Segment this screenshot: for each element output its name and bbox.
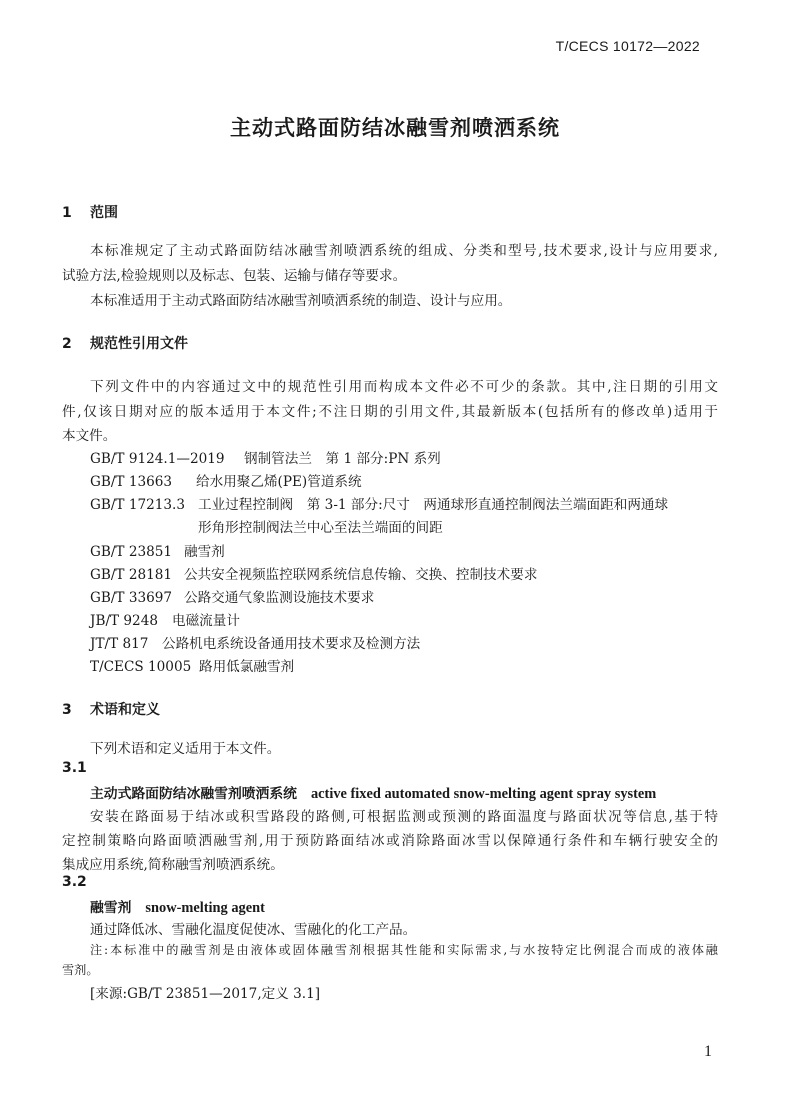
section-number: 2 (62, 336, 72, 352)
scope-paragraph: 本标准适用于主动式路面防结冰融雪剂喷洒系统的制造、设计与应用。 (90, 293, 512, 309)
term-chinese: 主动式路面防结冰融雪剂喷洒系统 (90, 786, 297, 802)
term-definition-line: 安装在路面易于结冰或积雪路段的路侧,可根据监测或预测的路面温度与路面状况等信息,基于特 (90, 809, 718, 825)
reference-title: 钢制管法兰 第 1 部分:PN 系列 (244, 451, 441, 467)
reference-code: JT/T 817 (90, 636, 149, 652)
reference-code: T/CECS 10005 (90, 659, 192, 675)
reference-code: GB/T 13663 (90, 474, 173, 490)
reference-code: GB/T 33697 (90, 590, 173, 606)
reference-title: 给水用聚乙烯(PE)管道系统 (196, 474, 362, 490)
reference-title: 电磁流量计 (172, 613, 240, 629)
term-entry (90, 782, 656, 803)
reference-item (90, 447, 441, 467)
reference-code: GB/T 28181 (90, 567, 173, 583)
reference-item (90, 586, 374, 606)
scope-paragraph-line: 本标准规定了主动式路面防结冰融雪剂喷洒系统的组成、分类和型号,技术要求,设计与应用要求, (90, 243, 718, 259)
section-title: 范围 (90, 205, 118, 221)
reference-code: GB/T 23851 (90, 544, 173, 560)
reference-item (90, 540, 225, 560)
reference-item (90, 655, 294, 675)
reference-code: JB/T 9248 (90, 613, 159, 629)
term-english: active fixed automated snow-melting agent spray system (310, 786, 657, 802)
normative-intro-line: 下列文件中的内容通过文中的规范性引用而构成本文件必不可少的条款。其中,注日期的引用文 (90, 379, 718, 395)
reference-title: 公路机电系统设备通用技术要求及检测方法 (162, 636, 421, 652)
scope-paragraph-line: 试验方法,检验规则以及标志、包装、运输与储存等要求。 (62, 268, 407, 284)
reference-code: GB/T 9124.1—2019 (90, 451, 225, 467)
reference-item-continuation (198, 516, 443, 536)
reference-item (90, 563, 537, 583)
section-title: 规范性引用文件 (90, 336, 188, 352)
reference-title: 路用低氯融雪剂 (199, 659, 295, 675)
reference-title: 形角形控制阀法兰中心至法兰端面的间距 (198, 520, 443, 536)
document-title: 主动式路面防结冰融雪剂喷洒系统 (230, 116, 560, 140)
section-heading-normative-references (62, 333, 188, 353)
page-number: 1 (704, 1043, 712, 1060)
reference-item (90, 493, 668, 513)
terms-intro: 下列术语和定义适用于本文件。 (90, 741, 281, 757)
reference-title: 公路交通气象监测设施技术要求 (184, 590, 375, 606)
section-title: 术语和定义 (90, 702, 160, 718)
section-heading-terms (62, 699, 160, 719)
term-english: snow-melting agent (145, 900, 265, 916)
section-heading-scope (62, 202, 118, 222)
reference-title: 公共安全视频监控联网系统信息传输、交换、控制技术要求 (184, 567, 538, 583)
term-note-line: 注:本标准中的融雪剂是由液体或固体融雪剂根据其性能和实际需求,与水按特定比例混合而成的液体融 (90, 943, 718, 957)
normative-intro-line: 件,仅该日期对应的版本适用于本文件;不注日期的引用文件,其最新版本(包括所有的修改单)适用于 (62, 404, 718, 420)
section-number: 3 (62, 702, 72, 718)
term-chinese: 融雪剂 (90, 900, 132, 916)
reference-title: 融雪剂 (184, 544, 225, 560)
normative-intro-line: 本文件。 (62, 428, 117, 444)
term-note-line: 雪剂。 (62, 963, 99, 977)
term-entry (90, 896, 265, 917)
term-definition-line: 集成应用系统,简称融雪剂喷洒系统。 (62, 857, 284, 873)
term-source: [来源:GB/T 23851—2017,定义 3.1] (90, 986, 321, 1002)
term-definition: 通过降低冰、雪融化温度促使冰、雪融化的化工产品。 (90, 922, 417, 938)
reference-item (90, 470, 362, 490)
section-number: 1 (62, 205, 72, 221)
reference-code: GB/T 17213.3 (90, 497, 186, 513)
reference-item (90, 609, 240, 629)
term-definition-line: 定控制策略向路面喷洒融雪剂,用于预防路面结冰或消除路面冰雪以保障通行条件和车辆行驶安全的 (62, 833, 718, 849)
reference-item (90, 632, 420, 652)
term-number: 3.2 (62, 874, 87, 890)
reference-title: 工业过程控制阀 第 3-1 部分:尺寸 两通球形直通控制阀法兰端面距和两通球 (198, 497, 669, 513)
term-number: 3.1 (62, 760, 87, 776)
standard-code: T/CECS 10172—2022 (555, 38, 700, 54)
